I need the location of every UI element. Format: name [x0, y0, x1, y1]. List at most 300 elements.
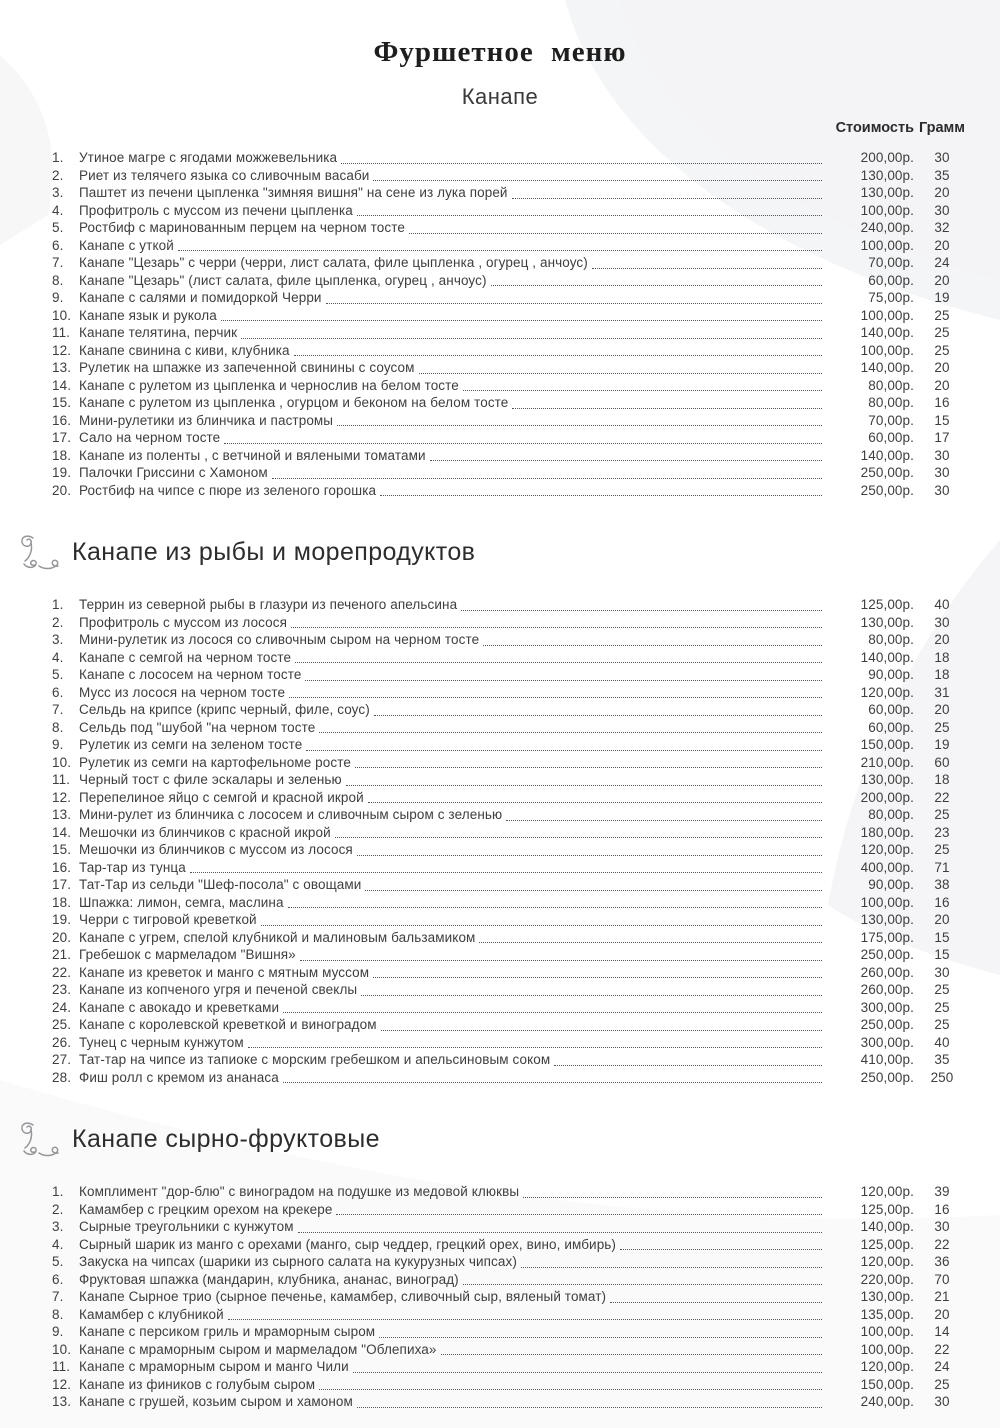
menu-item-number: 13. [52, 360, 72, 375]
dotted-leader [463, 390, 822, 391]
menu-item-grams: 25 [934, 1017, 950, 1032]
menu-item-price: 100,00р. [860, 307, 914, 323]
dotted-leader [291, 627, 822, 628]
menu-item-name: Канапе телятина, перчик [79, 325, 238, 340]
menu-item-row [52, 1376, 970, 1394]
menu-item-price: 150,00р. [860, 737, 914, 752]
dotted-leader [306, 750, 822, 751]
dotted-leader [357, 855, 822, 856]
dotted-leader [379, 1337, 822, 1338]
menu-item-number: 3. [52, 185, 64, 200]
menu-item-name: Канапе "Цезарь" с черри (черри, лист салата, филе цыпленка , огурец , анчоус) [79, 255, 588, 270]
menu-item-name: Канапе с авокадо и креветками [79, 999, 280, 1015]
menu-item-price: 260,00р. [860, 964, 914, 980]
menu-item-name: Рулетик на шпажке из запеченной свинины с соусом [79, 360, 415, 375]
dotted-leader [523, 1197, 822, 1198]
menu-item-price: 140,00р. [860, 649, 914, 665]
dotted-leader [512, 408, 822, 409]
menu-item-price: 140,00р. [860, 325, 914, 340]
menu-item-price: 180,00р. [860, 824, 914, 840]
menu-item-price: 200,00р. [860, 150, 914, 165]
dotted-leader [620, 1249, 822, 1250]
menu-item-price: 250,00р. [860, 482, 914, 498]
menu-item-number: 10. [52, 754, 72, 770]
dotted-leader [294, 355, 822, 356]
menu-item-name: Камамбер с грецким орехом на крекере [79, 1201, 333, 1217]
menu-item-row [52, 596, 970, 614]
menu-item-grams: 30 [934, 1219, 950, 1234]
menu-item-number: 24. [52, 999, 72, 1015]
menu-item-price: 80,00р. [868, 632, 914, 647]
menu-item-row [52, 219, 970, 237]
dotted-leader [228, 1319, 822, 1320]
column-grams-label: Грамм [918, 120, 966, 136]
menu-item-name: Ростбиф на чипсе с пюре из зеленого горошка [79, 482, 377, 498]
dotted-leader [483, 645, 822, 646]
menu-item-name: Тат-тар на чипсе из тапиоке с морским гребешком и апельсиновым соком [79, 1052, 551, 1067]
menu-item-price: 100,00р. [860, 237, 914, 253]
menu-item-grams: 18 [934, 649, 950, 665]
menu-item-grams: 25 [934, 1376, 950, 1392]
menu-item-row [52, 684, 970, 702]
menu-item-row [52, 754, 970, 772]
menu-item-name: Ростбиф с маринованным перцем на черном тосте [79, 220, 405, 235]
menu-item-number: 8. [52, 272, 64, 288]
menu-item-grams: 17 [934, 430, 950, 445]
menu-item-price: 130,00р. [860, 167, 914, 183]
menu-item-number: 16. [52, 859, 72, 875]
menu-item-grams: 30 [934, 465, 950, 480]
menu-item-number: 6. [52, 1271, 64, 1287]
dotted-leader [512, 198, 822, 199]
menu-item-grams: 36 [934, 1254, 950, 1269]
menu-item-grams: 60 [934, 754, 950, 770]
menu-item-name: Канапе свинина с киви, клубника [79, 342, 290, 358]
dotted-leader [190, 872, 822, 873]
menu-item-number: 11. [52, 325, 71, 340]
menu-item-price: 100,00р. [860, 1324, 914, 1339]
section-rows [0, 1183, 1000, 1411]
menu-item-number: 20. [52, 929, 72, 945]
menu-item-row [52, 649, 970, 667]
menu-item-row [52, 1051, 970, 1069]
menu-item-grams: 21 [934, 1289, 950, 1304]
menu-item-price: 130,00р. [860, 912, 914, 927]
menu-item-row [52, 1253, 970, 1271]
menu-item-name: Перепелиное яйцо с семгой и красной икрой [79, 789, 364, 805]
menu-item-name: Утиное магре с ягодами можжевельника [79, 150, 338, 165]
menu-item-name: Риет из телячего языка со сливочным васаби [79, 167, 370, 183]
menu-item-price: 125,00р. [860, 1236, 914, 1252]
menu-item-name: Канапе с мраморным сыром и манго Чили [79, 1359, 349, 1374]
menu-item-row [52, 324, 970, 342]
menu-item-row [52, 1069, 970, 1087]
menu-item-grams: 19 [934, 290, 950, 305]
menu-item-row [52, 184, 970, 202]
menu-item-price: 140,00р. [860, 360, 914, 375]
dotted-leader [361, 995, 822, 996]
menu-item-grams: 25 [934, 307, 950, 323]
menu-item-name: Канапе "Цезарь" (лист салата, филе цыпленка, огурец , анчоус) [79, 272, 487, 288]
menu-item-name: Фиш ролл с кремом из ананаса [79, 1069, 279, 1085]
menu-item-price: 250,00р. [860, 947, 914, 962]
menu-item-grams: 32 [934, 220, 950, 235]
menu-item-grams: 30 [934, 1394, 950, 1409]
menu-item-row [52, 1358, 970, 1376]
section-rows [0, 596, 1000, 1086]
menu-item-name: Канапе из копченого угря и печеной свеклы [79, 982, 358, 997]
menu-item-row [52, 1271, 970, 1289]
menu-item-price: 410,00р. [860, 1052, 914, 1067]
menu-item-name: Мини-рулетики из блинчика и пастромы [79, 412, 334, 428]
menu-item-name: Закуска на чипсах (шарики из сырного салата на кукурузных чипсах) [79, 1254, 517, 1269]
menu-item-row [52, 999, 970, 1017]
menu-item-row [52, 289, 970, 307]
menu-item-price: 240,00р. [860, 220, 914, 235]
menu-item-row [52, 631, 970, 649]
menu-item-name: Сельдь на крипсе (крипс черный, филе, соус) [79, 702, 370, 717]
menu-item-row [52, 202, 970, 220]
menu-item-grams: 23 [934, 824, 950, 840]
menu-header [0, 36, 1000, 136]
menu-item-name: Профитроль с муссом из лосося [79, 614, 288, 630]
menu-item-price: 130,00р. [860, 185, 914, 200]
menu-item-price: 140,00р. [860, 1219, 914, 1234]
menu-item-row [52, 981, 970, 999]
dotted-leader [374, 715, 822, 716]
menu-item-name: Сырный шарик из манго с орехами (манго, сыр чеддер, грецкий орех, вино, имбирь) [79, 1236, 617, 1252]
menu-item-price: 75,00р. [868, 290, 914, 305]
menu-item-row [52, 1034, 970, 1052]
menu-item-grams: 70 [934, 1271, 950, 1287]
dotted-leader [419, 373, 822, 374]
menu-item-number: 13. [52, 1394, 72, 1409]
menu-item-price: 125,00р. [860, 1201, 914, 1217]
menu-item-grams: 20 [934, 912, 950, 927]
menu-item-number: 12. [52, 342, 72, 358]
menu-item-row [52, 254, 970, 272]
menu-item-number: 10. [52, 307, 72, 323]
dotted-leader [335, 837, 822, 838]
menu-item-grams: 22 [934, 1236, 950, 1252]
dotted-leader [355, 767, 822, 768]
flourish-ornament-icon [18, 1120, 64, 1169]
menu-item-number: 2. [52, 167, 64, 183]
menu-item-number: 23. [52, 982, 72, 997]
menu-item-grams: 30 [934, 447, 950, 463]
menu-item-name: Сырные треугольники с кунжутом [79, 1219, 294, 1234]
menu-item-number: 5. [52, 1254, 64, 1269]
menu-item-row [52, 1393, 970, 1411]
menu-item-grams: 39 [934, 1184, 950, 1199]
menu-item-grams: 20 [934, 237, 950, 253]
menu-item-number: 5. [52, 220, 64, 235]
menu-item-row [52, 237, 970, 255]
menu-item-grams: 30 [934, 482, 950, 498]
menu-item-name: Палочки Гриссини с Хамоном [79, 465, 268, 480]
menu-section [0, 1110, 1000, 1411]
menu-item-price: 250,00р. [860, 465, 914, 480]
menu-item-number: 18. [52, 894, 72, 910]
menu-item-grams: 22 [934, 1341, 950, 1357]
menu-item-price: 220,00р. [860, 1271, 914, 1287]
menu-item-number: 21. [52, 947, 72, 962]
section-title: Канапе сырно-фруктовые [72, 1125, 380, 1153]
menu-item-grams: 20 [934, 632, 950, 647]
menu-item-name: Канапе с грушей, козьим сыром и хамоном [79, 1394, 353, 1409]
menu-item-name: Мешочки из блинчиков с муссом из лосося [79, 842, 353, 857]
menu-item-price: 70,00р. [868, 412, 914, 428]
menu-item-name: Канапе с мраморным сыром и мармеладом "Облепиха» [79, 1341, 437, 1357]
dotted-leader [430, 460, 822, 461]
menu-item-row [52, 359, 970, 377]
menu-item-row [52, 447, 970, 465]
menu-item-row [52, 894, 970, 912]
menu-item-grams: 19 [934, 737, 950, 752]
menu-item-row [52, 1341, 970, 1359]
menu-item-row [52, 342, 970, 360]
menu-item-name: Черный тост с филе эскалары и зеленью [79, 772, 342, 787]
menu-item-price: 60,00р. [868, 430, 914, 445]
menu-item-name: Камамбер с клубникой [79, 1306, 224, 1322]
menu-item-number: 11. [52, 1359, 71, 1374]
menu-item-number: 19. [52, 465, 72, 480]
menu-item-name: Паштет из печени цыпленка "зимняя вишня" на сене из лука порей [79, 185, 508, 200]
menu-item-row [52, 719, 970, 737]
menu-section [0, 149, 1000, 499]
menu-item-name: Черри с тигровой креветкой [79, 912, 257, 927]
menu-item-price: 300,00р. [860, 1034, 914, 1050]
menu-item-price: 300,00р. [860, 999, 914, 1015]
dotted-leader [610, 1302, 822, 1303]
menu-item-name: Канапе из креветок и манго с мятным муссом [79, 964, 370, 980]
menu-item-price: 130,00р. [860, 772, 914, 787]
menu-item-row [52, 1201, 970, 1219]
menu-item-row [52, 429, 970, 447]
menu-item-price: 90,00р. [868, 667, 914, 682]
menu-item-name: Канапе с персиком гриль и мраморным сыром [79, 1324, 376, 1339]
menu-item-row [52, 876, 970, 894]
menu-item-number: 19. [52, 912, 72, 927]
section-header [18, 523, 1000, 582]
menu-item-number: 12. [52, 789, 72, 805]
menu-item-name: Канапе с рулетом из цыпленка , огурцом и беконом на белом тосте [79, 395, 509, 410]
menu-item-price: 250,00р. [860, 1017, 914, 1032]
menu-item-number: 4. [52, 649, 64, 665]
menu-item-row [52, 1306, 970, 1324]
column-price-label: Стоимость [835, 120, 914, 136]
menu-item-row [52, 272, 970, 290]
menu-item-row [52, 464, 970, 482]
menu-item-number: 15. [52, 842, 72, 857]
menu-item-grams: 20 [934, 360, 950, 375]
menu-item-number: 12. [52, 1376, 72, 1392]
menu-item-grams: 20 [934, 272, 950, 288]
dotted-leader [479, 942, 822, 943]
menu-item-price: 120,00р. [860, 1359, 914, 1374]
menu-item-grams: 25 [934, 807, 950, 822]
menu-item-grams: 30 [934, 202, 950, 218]
menu-item-grams: 24 [934, 1359, 950, 1374]
dotted-leader [346, 785, 822, 786]
menu-item-row [52, 167, 970, 185]
menu-item-grams: 40 [934, 597, 950, 612]
menu-item-grams: 16 [934, 894, 950, 910]
menu-item-grams: 20 [934, 377, 950, 393]
menu-item-row [52, 614, 970, 632]
menu-item-name: Сельдь под "шубой "на черном тосте [79, 719, 316, 735]
menu-item-grams: 30 [934, 150, 950, 165]
menu-item-name: Сало на черном тосте [79, 430, 221, 445]
menu-item-number: 15. [52, 395, 72, 410]
dotted-leader [365, 890, 822, 891]
menu-item-number: 18. [52, 447, 72, 463]
menu-item-name: Рулетик из семги на картофельноме росте [79, 754, 351, 770]
menu-item-price: 200,00р. [860, 789, 914, 805]
dotted-leader [368, 802, 822, 803]
menu-item-number: 7. [52, 255, 64, 270]
dotted-leader [337, 425, 822, 426]
dotted-leader [289, 697, 822, 698]
menu-item-grams: 14 [934, 1324, 950, 1339]
menu-item-price: 80,00р. [868, 807, 914, 822]
dotted-leader [353, 1372, 822, 1373]
menu-item-name: Тунец с черным кунжутом [79, 1034, 244, 1050]
menu-item-grams: 30 [934, 614, 950, 630]
dotted-leader [305, 680, 822, 681]
dotted-leader [326, 303, 822, 304]
menu-item-name: Комплимент "дор-блю" с виноградом на подушке из медовой клюквы [79, 1184, 520, 1199]
menu-item-price: 150,00р. [860, 1376, 914, 1392]
menu-item-number: 1. [52, 1184, 64, 1199]
dotted-leader [295, 662, 822, 663]
menu-item-number: 8. [52, 1306, 64, 1322]
menu-item-number: 16. [52, 412, 72, 428]
menu-item-name: Шпажка: лимон, семга, маслина [79, 894, 284, 910]
menu-item-price: 60,00р. [868, 272, 914, 288]
menu-item-row [52, 377, 970, 395]
menu-item-grams: 20 [934, 702, 950, 717]
dotted-leader [463, 1284, 822, 1285]
menu-item-number: 3. [52, 632, 64, 647]
menu-item-grams: 15 [934, 929, 950, 945]
menu-item-number: 2. [52, 1201, 64, 1217]
menu-item-price: 100,00р. [860, 202, 914, 218]
menu-item-number: 8. [52, 719, 64, 735]
menu-item-price: 175,00р. [860, 929, 914, 945]
menu-item-price: 120,00р. [860, 1184, 914, 1199]
menu-item-grams: 20 [934, 185, 950, 200]
dotted-leader [373, 977, 822, 978]
menu-item-number: 13. [52, 807, 72, 822]
dotted-leader [298, 1232, 822, 1233]
menu-item-row [52, 1218, 970, 1236]
column-headers [52, 120, 970, 136]
menu-item-grams: 15 [934, 412, 950, 428]
dotted-leader [357, 1407, 822, 1408]
menu-item-price: 130,00р. [860, 614, 914, 630]
menu-item-number: 10. [52, 1341, 72, 1357]
menu-item-grams: 20 [934, 1306, 950, 1322]
dotted-leader [592, 268, 822, 269]
menu-item-row [52, 946, 970, 964]
dotted-leader [283, 1012, 822, 1013]
menu-item-name: Мини-рулет из блинчика с лососем и сливочным сыром с зеленью [79, 807, 503, 822]
dotted-leader [221, 320, 822, 321]
menu-item-number: 27. [52, 1052, 72, 1067]
dotted-leader [341, 163, 822, 164]
menu-item-number: 5. [52, 667, 64, 682]
menu-item-price: 80,00р. [868, 395, 914, 410]
dotted-leader [461, 610, 822, 611]
menu-item-grams: 35 [934, 1052, 950, 1067]
menu-item-row [52, 394, 970, 412]
menu-item-price: 125,00р. [860, 597, 914, 612]
menu-item-grams: 24 [934, 255, 950, 270]
dotted-leader [380, 495, 822, 496]
menu-item-row [52, 789, 970, 807]
menu-item-name: Канапе с семгой на черном тосте [79, 649, 292, 665]
menu-item-price: 80,00р. [868, 377, 914, 393]
menu-item-grams: 25 [934, 325, 950, 340]
dotted-leader [554, 1065, 822, 1066]
menu-item-name: Канапе с салями и помидоркой Черри [79, 290, 322, 305]
menu-item-price: 100,00р. [860, 1341, 914, 1357]
menu-item-row [52, 911, 970, 929]
menu-item-row [52, 1183, 970, 1201]
menu-item-price: 60,00р. [868, 702, 914, 717]
dotted-leader [409, 233, 822, 234]
dotted-leader [261, 925, 822, 926]
menu-item-number: 17. [52, 430, 72, 445]
menu-item-name: Канапе Сырное трио (сырное печенье, камамбер, сливочный сыр, вяленый томат) [79, 1289, 607, 1304]
menu-item-grams: 16 [934, 395, 950, 410]
menu-item-row [52, 1236, 970, 1254]
menu-item-name: Тат-Тар из сельди "Шеф-посола" с овощами [79, 877, 362, 892]
menu-item-name: Фруктовая шпажка (мандарин, клубника, ананас, виноград) [79, 1271, 459, 1287]
menu-item-number: 11. [52, 772, 71, 787]
menu-item-name: Мусс из лосося на черном тосте [79, 684, 286, 700]
menu-item-grams: 16 [934, 1201, 950, 1217]
dotted-leader [283, 1082, 822, 1083]
menu-item-number: 9. [52, 737, 64, 752]
menu-item-row [52, 1288, 970, 1306]
menu-item-row [52, 771, 970, 789]
menu-item-price: 400,00р. [860, 859, 914, 875]
menu-item-name: Мини-рулетик из лосося со сливочным сыром на черном тосте [79, 632, 480, 647]
section-subtitle-kanape: Канапе [461, 84, 539, 109]
section-rows [0, 149, 1000, 499]
menu-item-number: 6. [52, 684, 64, 700]
flourish-ornament-icon [18, 533, 64, 582]
menu-item-number: 14. [52, 377, 72, 393]
menu-item-row [52, 859, 970, 877]
menu-item-number: 1. [52, 597, 64, 612]
menu-item-name: Канапе с королевской креветкой и виноградом [79, 1017, 377, 1032]
menu-item-name: Канапе из поленты , с ветчиной и вялеными томатами [79, 447, 426, 463]
dotted-leader [288, 907, 822, 908]
menu-item-grams: 25 [934, 342, 950, 358]
menu-item-name: Канапе с лососем на черном тосте [79, 667, 302, 682]
menu-item-price: 140,00р. [860, 447, 914, 463]
menu-item-grams: 18 [934, 667, 950, 682]
menu-item-number: 17. [52, 877, 72, 892]
menu-item-row [52, 1016, 970, 1034]
menu-item-grams: 25 [934, 842, 950, 857]
dotted-leader [373, 180, 822, 181]
page-title: Фуршетное меню [373, 36, 627, 68]
menu-item-name: Террин из северной рыбы в глазури из печеного апельсина [79, 597, 458, 612]
